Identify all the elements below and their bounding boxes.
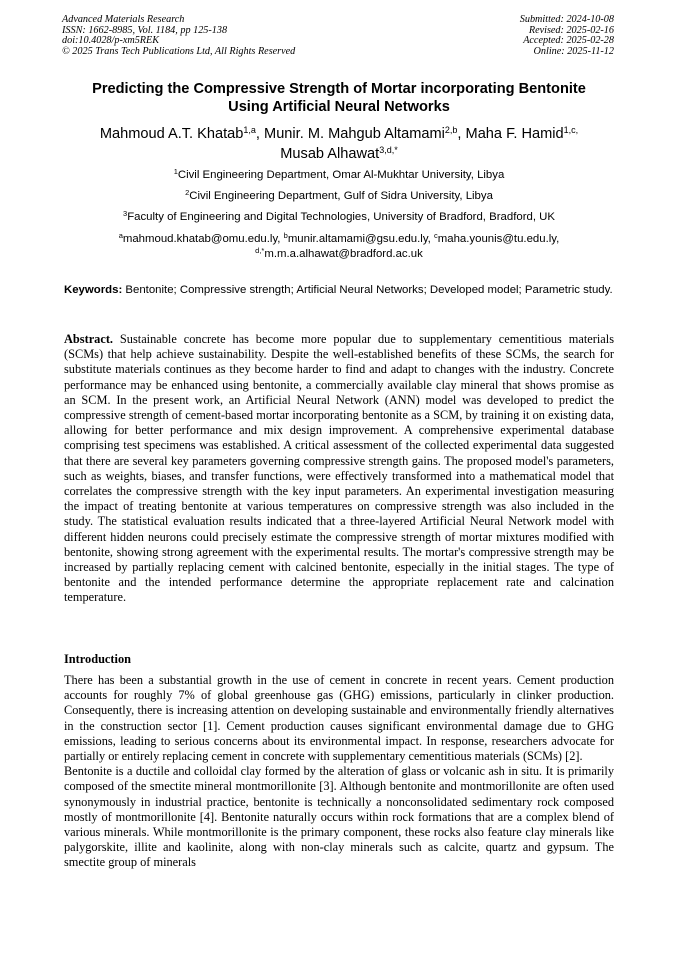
author-separator: , (457, 126, 466, 142)
submission-dates (520, 15, 614, 57)
date-online: Online: 2025-11-12 (533, 45, 614, 57)
journal-info (62, 15, 295, 57)
author-separator: , (255, 126, 265, 142)
affiliation-text: Civil Engineering Department, Omar Al-Mukhtar University, Libya (177, 169, 505, 181)
email-address[interactable]: mahmoud.khatab@omu.edu.ly, (122, 233, 284, 245)
affiliation-text: Faculty of Engineering and Digital Technologies, University of Bradford, Bradford, UK (127, 211, 555, 223)
journal-issn: ISSN: 1662-8985, Vol. 1184, pp 125-138 (62, 24, 228, 36)
authors-line-2 (40, 144, 638, 164)
email-address[interactable]: maha.younis@tu.edu.ly, (437, 233, 560, 245)
author-affil-sup: 3,d,* (379, 145, 398, 155)
author-affil-sup: 1,c, (563, 125, 579, 135)
date-revised: Revised: 2025-02-16 (528, 24, 614, 36)
keywords-section (64, 284, 614, 298)
title-line-2: Using Artificial Neural Networks (228, 99, 450, 115)
email-sup: c (434, 231, 438, 240)
email-line-2 (40, 247, 638, 262)
affiliation (40, 210, 638, 224)
abstract-section (64, 332, 614, 606)
journal-doi: doi:10.4028/p-xm5REK (62, 35, 160, 47)
journal-name: Advanced Materials Research (62, 14, 185, 25)
author-affil-sup: 1,a (243, 125, 256, 135)
email-address[interactable]: munir.altamami@gsu.edu.ly, (287, 233, 435, 245)
title-line-1: Predicting the Compressive Strength of Mortar incorporating Bentonite (92, 81, 586, 97)
affiliation (40, 168, 638, 182)
section-heading-introduction: Introduction (64, 652, 131, 666)
paper-title (40, 80, 638, 116)
paragraph: Bentonite is a ductile and colloidal clay formed by the alteration of glass or volcanic ash in situ. It is primarily composed of the smectite mineral montmorillonite [3]. Although bentonite and montmorillonite are often used synonymously in industrial practice, bentonite is technically a nonconsolidated sedimentary rock composed mostly of montmorillonite [4]. Bentonite naturally occurs within rock formations that are a complex blend of various minerals. While montmorillonite is the primary component, these rocks also feature clay minerals like palygorskite, illite and kaolinite, along with non-clay minerals such as calcite, quartz and gypsum. The smectite group of minerals (64, 764, 614, 870)
author-name: Maha F. Hamid (465, 126, 564, 142)
affiliation (40, 189, 638, 203)
author-affil-sup: 2,b (444, 125, 458, 135)
author-name: Musab Alhawat (280, 146, 380, 162)
keywords-label: Keywords: (64, 284, 123, 296)
author-list (40, 124, 638, 164)
date-submitted: Submitted: 2024-10-08 (519, 14, 614, 25)
paragraph: There has been a substantial growth in the use of cement in concrete in recent years. Cement production accounts for roughly 7% of global greenhouse gas (GHG) emissions, particularly in clinker production. Consequently, there is increasing attention on developing sustainable and environmentally friendly alternatives in the construction sector [1]. Cement production causes significant environmental damage due to GHG emissions, leading to serious concerns about its environmental impact. In response, researchers advocate for partially or entirely replacing cement in concrete with supplementary cementitious materials (SCMs) [2]. (64, 673, 614, 764)
date-accepted: Accepted: 2025-02-28 (523, 35, 614, 47)
email-sup: d,* (255, 245, 265, 255)
abstract-label: Abstract. (64, 332, 114, 346)
author-name: Mahmoud A.T. Khatab (99, 126, 244, 142)
authors-line-1 (40, 124, 638, 144)
email-address[interactable]: m.m.a.alhawat@bradford.ac.uk (264, 247, 423, 260)
abstract-text: Sustainable concrete has become more popular due to supplementary cementitious materials (SCMs) that help achieve sustainability. Despite the well-established benefits of these SCMs, the search for substitute materials continues as they become harder to find and adapt to changes with the industry. Concrete performance may be enhanced using bentonite, a commercially available clay mineral that shows promise as an SCM. In the present work, an Artificial Neural Network (ANN) model was developed to predict the compressive strength of cement-based mortar incorporating bentonite as a SCM, by training it on existing data, allowing for better performance and mix design improvement. A comprehensive experimental database comprising test specimens was established. A critical assessment of the collected experimental data suggested that there are several key parameters governing compressive strength gains. The proposed model's parameters, such as weights, biases, and transfer functions, were effectively transformed into a mathematical model that correlates the compressive strength with the key input parameters. An experimental investigation measuring the impact of treating bentonite at various temperatures on compressive strength was also included in the study. The statistical evaluation results indicated that a three-layered Artificial Neural Network model with different hidden neurons could precisely estimate the compressive strength of mortar mixtures modified with bentonite, showing strong agreement with the experimental results. The mortar's compressive strength may be increased by partially replacing cement with calcined bentonite, especially in the initial stages. The type of bentonite and the intended performance determine the appropriate replacement rate and calcination temperature. (64, 332, 614, 605)
introduction-section (64, 673, 614, 871)
affiliation-sup: 3 (123, 209, 128, 218)
journal-copyright: © 2025 Trans Tech Publications Ltd, All Rights Reserved (62, 45, 296, 57)
author-emails (40, 232, 638, 261)
affiliation-text: Civil Engineering Department, Gulf of Sidra University, Libya (189, 190, 493, 202)
email-line-1 (40, 232, 638, 247)
author-name: Munir. M. Mahgub Altamami (264, 126, 445, 142)
affiliation-sup: 1 (173, 167, 178, 176)
email-sup: b (283, 231, 288, 240)
keywords-text: Bentonite; Compressive strength; Artificial Neural Networks; Developed model; Parametric study. (122, 284, 613, 296)
email-sup: a (118, 231, 123, 240)
affiliation-sup: 2 (185, 188, 190, 197)
